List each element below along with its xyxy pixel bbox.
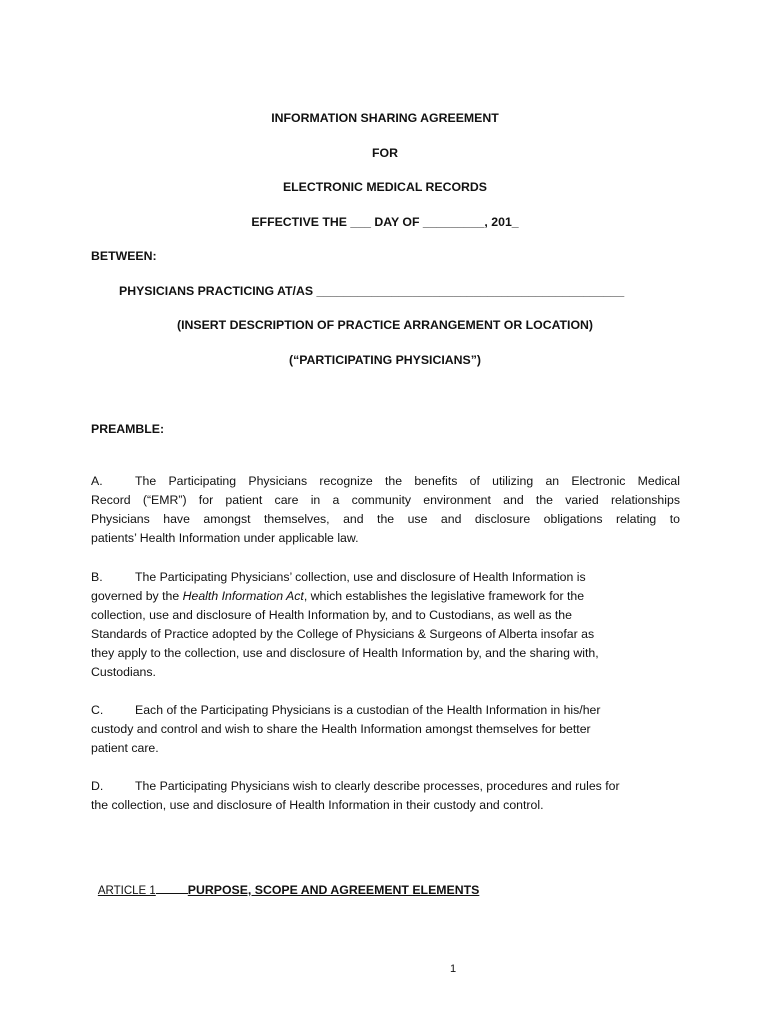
preamble-label: PREAMBLE: (91, 422, 165, 436)
preamble-paragraph-a (91, 472, 680, 548)
preamble-paragraph-d (91, 777, 680, 815)
party-description: (INSERT DESCRIPTION OF PRACTICE ARRANGEMENT OR LOCATION) (176, 318, 594, 332)
article-title: PURPOSE, SCOPE AND AGREEMENT ELEMENTS (187, 883, 480, 897)
party-short-name: (“PARTICIPATING PHYSICIANS”) (289, 353, 481, 367)
paragraph-marker: C. (91, 703, 104, 717)
between-label: BETWEEN: (91, 249, 157, 263)
paragraph-marker: A. (91, 474, 103, 488)
paragraph-line: Physicians have amongst themselves, and the use and disclosure obligations relating to (91, 512, 680, 526)
paragraph-line: Record (“EMR”) for patient care in a community environment and the varied relationships (91, 493, 680, 507)
paragraph-line: the collection, use and disclosure of Health Information in their custody and control. (91, 798, 544, 812)
page-number: 1 (450, 963, 457, 975)
paragraph-line: they apply to the collection, use and disclosure of Health Information by, and the sharing with, (91, 646, 599, 660)
paragraph-line: Custodians. (91, 665, 156, 679)
preamble-paragraph-b (91, 568, 680, 682)
paragraph-line: collection, use and disclosure of Health Information by, and to Custodians, as well as the (91, 608, 572, 622)
title-subject: ELECTRONIC MEDICAL RECORDS (282, 180, 488, 194)
paragraph-line: custody and control and wish to share the Health Information amongst themselves for better (91, 722, 591, 736)
paragraph-line: A. The Participating Physicians recognize the benefits of utilizing an Electronic Medical (91, 472, 680, 491)
agreement-title: INFORMATION SHARING AGREEMENT (271, 111, 499, 125)
paragraph-line: patient care. (91, 741, 159, 755)
paragraph-line: B. The Participating Physicians’ collection, use and disclosure of Health Information is (91, 568, 680, 587)
preamble-paragraph-c (91, 701, 680, 758)
party-line: PHYSICIANS PRACTICING AT/AS _____________________________________________ (119, 284, 625, 298)
paragraph-marker: B. (91, 570, 103, 584)
paragraph-marker: D. (91, 779, 104, 793)
effective-date-line: EFFECTIVE THE ___ DAY OF _________, 201_ (251, 215, 519, 229)
paragraph-line: D. The Participating Physicians wish to clearly describe processes, procedures and rules for (91, 777, 680, 796)
paragraph-line: C. Each of the Participating Physicians is a custodian of the Health Information in his/her (91, 701, 680, 720)
paragraph-line: patients’ Health Information under applicable law. (91, 531, 359, 545)
paragraph-line: Standards of Practice adopted by the College of Physicians & Surgeons of Alberta insofar as (91, 627, 595, 641)
article-number: ARTICLE 1 (97, 885, 156, 897)
article-underline (156, 881, 188, 894)
paragraph-line: governed by the Health Information Act, which establishes the legislative framework for the (91, 589, 585, 603)
title-for: FOR (372, 146, 398, 160)
article-heading (91, 866, 479, 899)
act-name: Health Information Act (182, 589, 304, 603)
